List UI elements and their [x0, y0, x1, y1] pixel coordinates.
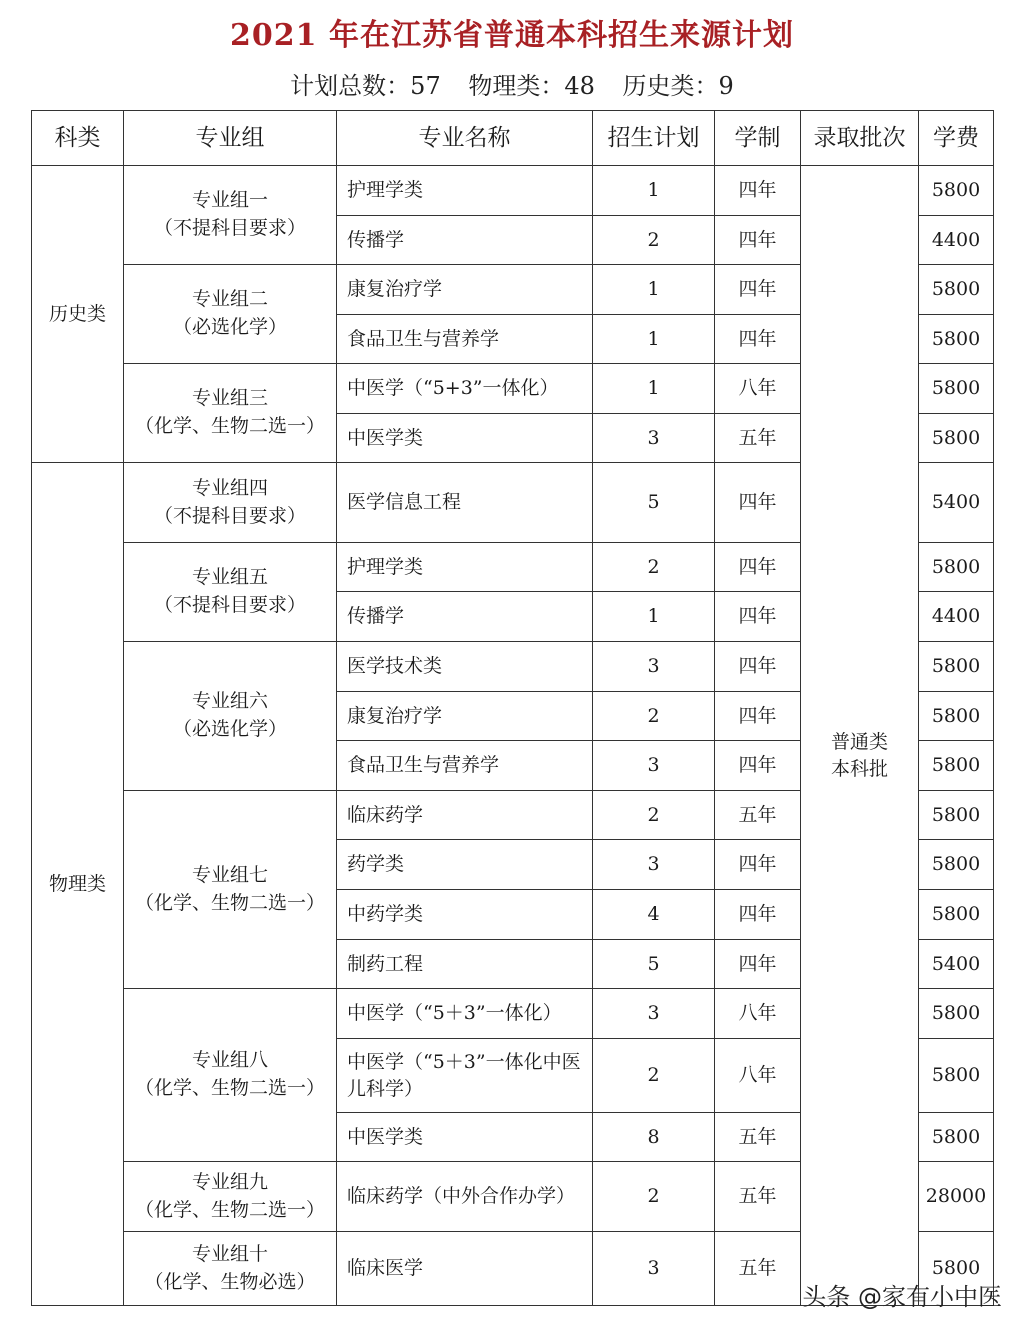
plan-cell: 3: [593, 414, 715, 463]
major-cell: 传播学: [337, 592, 593, 642]
fee-cell: 5800: [919, 692, 994, 741]
years-cell: 五年: [715, 1113, 801, 1162]
group-cell: [124, 642, 337, 791]
plan-cell: 2: [593, 1039, 715, 1113]
major-cell: 临床药学: [337, 791, 593, 840]
group-requirement: （化学、生物二选一）: [134, 415, 325, 437]
major-cell: 临床医学: [337, 1232, 593, 1306]
group-requirement: （化学、生物必选）: [144, 1270, 316, 1293]
header-major: 专业名称: [337, 111, 593, 166]
fee-cell: 5800: [919, 1232, 994, 1306]
fee-cell: 5800: [919, 989, 994, 1039]
group-requirement: （不提科目要求）: [153, 504, 306, 527]
group-requirement: （化学、生物二选一）: [134, 1077, 325, 1099]
group-name: 专业组三: [191, 387, 268, 410]
batch-line-1: 普通类: [830, 730, 888, 753]
header-batch: 录取批次: [801, 111, 919, 166]
major-cell: 中医学（“5＋3”一体化）: [337, 989, 593, 1039]
header-years: 学制: [715, 111, 801, 166]
years-cell: 五年: [715, 1232, 801, 1306]
major-cell: 医学信息工程: [337, 463, 593, 543]
major-cell: 临床药学（中外合作办学）: [337, 1162, 593, 1232]
years-cell: 四年: [715, 592, 801, 642]
group-cell: [124, 463, 337, 543]
plan-summary: [0, 66, 1024, 101]
major-cell: 食品卫生与营养学: [337, 741, 593, 791]
fee-cell: 5800: [919, 1039, 994, 1113]
batch-line-2: 本科批: [830, 757, 888, 780]
fee-cell: 5800: [919, 265, 994, 315]
page-title: 2021 年在江苏省普通本科招生来源计划: [230, 18, 794, 53]
plan-cell: 1: [593, 592, 715, 642]
plan-cell: 5: [593, 940, 715, 989]
summary-total: 计划总数：57: [290, 72, 441, 100]
years-cell: 五年: [715, 791, 801, 840]
years-cell: 四年: [715, 741, 801, 791]
major-cell: 医学技术类: [337, 642, 593, 692]
fee-cell: 5800: [919, 840, 994, 890]
group-requirement: （必选化学）: [172, 718, 287, 740]
group-requirement: （必选化学）: [172, 316, 287, 338]
group-name: 专业组八: [191, 1049, 268, 1072]
years-cell: 四年: [715, 940, 801, 989]
fee-cell: 5800: [919, 315, 994, 364]
years-cell: 四年: [715, 463, 801, 543]
table-header-row: [32, 111, 994, 166]
plan-cell: 3: [593, 989, 715, 1039]
group-name: 专业组十: [191, 1242, 268, 1265]
plan-cell: 2: [593, 791, 715, 840]
plan-cell: 3: [593, 741, 715, 791]
years-cell: 四年: [715, 216, 801, 265]
group-name: 专业组四: [191, 476, 268, 499]
years-cell: 四年: [715, 315, 801, 364]
group-cell: [124, 364, 337, 463]
years-cell: 八年: [715, 364, 801, 414]
group-cell: [124, 265, 337, 364]
group-name: 专业组九: [191, 1170, 268, 1193]
years-cell: 四年: [715, 890, 801, 940]
major-cell: 康复治疗学: [337, 692, 593, 741]
group-cell: [124, 791, 337, 989]
years-cell: 四年: [715, 840, 801, 890]
years-cell: 八年: [715, 1039, 801, 1113]
group-requirement: （不提科目要求）: [153, 594, 306, 616]
major-cell: 食品卫生与营养学: [337, 315, 593, 364]
plan-cell: 2: [593, 692, 715, 741]
fee-cell: 5800: [919, 364, 994, 414]
major-cell: 药学类: [337, 840, 593, 890]
major-cell: 护理学类: [337, 543, 593, 592]
plan-cell: 3: [593, 642, 715, 692]
category-cell-physics: 物理类: [32, 463, 124, 1306]
plan-cell: 3: [593, 1232, 715, 1306]
plan-cell: 1: [593, 265, 715, 315]
group-name: 专业组六: [191, 690, 268, 713]
major-cell: 传播学: [337, 216, 593, 265]
group-name: 专业组一: [191, 189, 268, 212]
fee-cell: 4400: [919, 592, 994, 642]
major-cell: 康复治疗学: [337, 265, 593, 315]
plan-cell: 8: [593, 1113, 715, 1162]
summary-history: 历史类：9: [622, 72, 734, 100]
fee-cell: 5800: [919, 741, 994, 791]
summary-physics: 物理类：48: [468, 72, 595, 100]
group-name: 专业组二: [191, 288, 268, 311]
header-plan: 招生计划: [593, 111, 715, 166]
enrollment-plan-table: [31, 110, 994, 1306]
header-category: 科类: [32, 111, 124, 166]
fee-cell: 5400: [919, 940, 994, 989]
major-cell: 中药学类: [337, 890, 593, 940]
major-cell: 中医学类: [337, 414, 593, 463]
plan-cell: 2: [593, 543, 715, 592]
years-cell: 四年: [715, 543, 801, 592]
major-cell: 中医学类: [337, 1113, 593, 1162]
major-cell: 护理学类: [337, 166, 593, 216]
watermark: 头条 @家有小中医: [802, 1283, 1002, 1311]
group-name: 专业组七: [191, 863, 268, 886]
years-cell: 四年: [715, 692, 801, 741]
group-name: 专业组五: [191, 566, 268, 589]
fee-cell: 5800: [919, 166, 994, 216]
group-cell: [124, 1162, 337, 1232]
fee-cell: 5800: [919, 642, 994, 692]
fee-cell: 5800: [919, 1113, 994, 1162]
major-cell: 中医学（“5+3”一体化）: [337, 364, 593, 414]
category-cell-history: 历史类: [32, 166, 124, 463]
fee-cell: 5800: [919, 890, 994, 940]
group-cell: [124, 543, 337, 642]
fee-cell: 5400: [919, 463, 994, 543]
fee-cell: 5800: [919, 543, 994, 592]
years-cell: 四年: [715, 166, 801, 216]
years-cell: 四年: [715, 642, 801, 692]
plan-cell: 5: [593, 463, 715, 543]
header-group: 专业组: [124, 111, 337, 166]
plan-cell: 2: [593, 216, 715, 265]
fee-cell: 5800: [919, 414, 994, 463]
fee-cell: 5800: [919, 791, 994, 840]
plan-cell: 2: [593, 1162, 715, 1232]
years-cell: 四年: [715, 265, 801, 315]
group-requirement: （化学、生物二选一）: [134, 891, 325, 914]
years-cell: 八年: [715, 989, 801, 1039]
table-row: [32, 166, 994, 216]
batch-cell: [801, 166, 919, 1306]
major-cell: 制药工程: [337, 940, 593, 989]
group-cell: [124, 1232, 337, 1306]
group-cell: [124, 166, 337, 265]
group-requirement: （化学、生物二选一）: [134, 1198, 325, 1221]
group-requirement: （不提科目要求）: [153, 217, 306, 239]
group-cell: [124, 989, 337, 1162]
plan-cell: 1: [593, 166, 715, 216]
fee-cell: 4400: [919, 216, 994, 265]
plan-cell: 3: [593, 840, 715, 890]
plan-cell: 1: [593, 315, 715, 364]
fee-cell: 28000: [919, 1162, 994, 1232]
plan-cell: 1: [593, 364, 715, 414]
header-fee: 学费: [919, 111, 994, 166]
years-cell: 五年: [715, 414, 801, 463]
major-cell: 中医学（“5＋3”一体化中医儿科学）: [337, 1039, 593, 1113]
plan-cell: 4: [593, 890, 715, 940]
years-cell: 五年: [715, 1162, 801, 1232]
